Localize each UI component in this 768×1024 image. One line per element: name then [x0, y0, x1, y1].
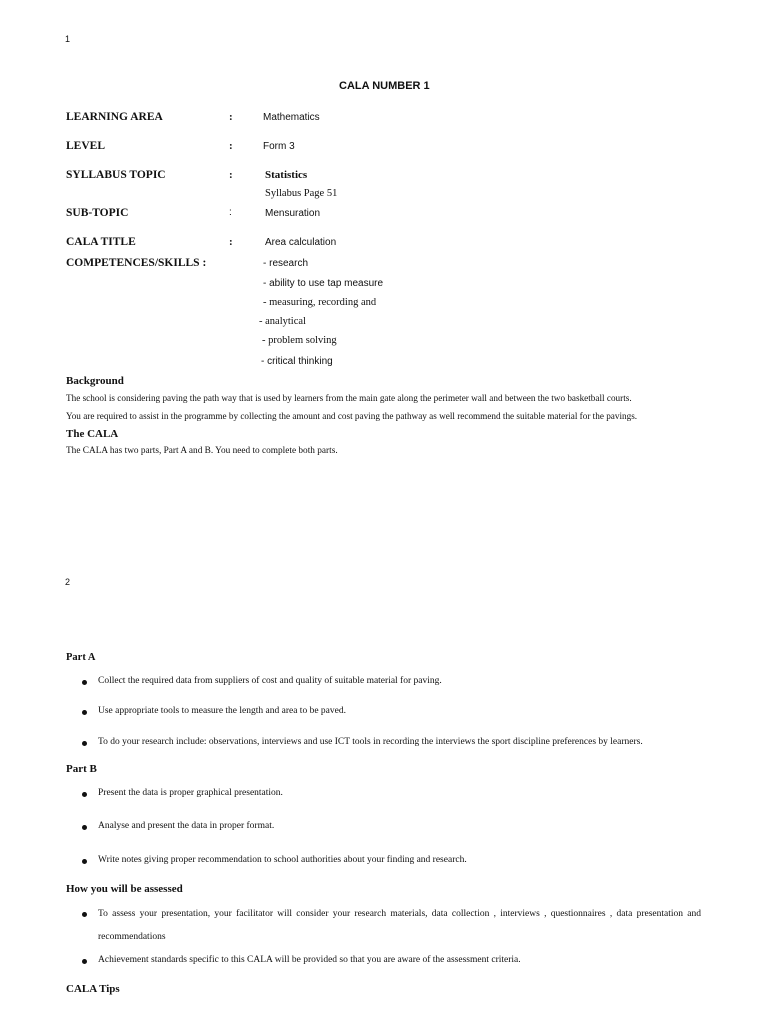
cala-heading: The CALA	[66, 428, 119, 440]
field-label-learning-area: LEARNING AREA	[66, 111, 163, 123]
field-value-level: Form 3	[263, 141, 295, 152]
bullet-icon	[82, 959, 87, 964]
skill-item: - ability to use tap measure	[263, 278, 384, 289]
field-value-sub-topic: Mensuration	[265, 208, 321, 219]
skill-item: - research	[263, 258, 309, 269]
field-label-syllabus-topic: SYLLABUS TOPIC	[66, 169, 166, 181]
skill-item: - critical thinking	[261, 356, 333, 367]
bullet-icon	[82, 741, 87, 746]
bullet-icon	[82, 859, 87, 864]
background-heading: Background	[66, 375, 124, 387]
skill-item: - problem solving	[262, 335, 337, 346]
bullet-icon	[82, 792, 87, 797]
part-b-heading: Part B	[66, 763, 97, 775]
skill-item: - analytical	[259, 316, 306, 327]
bullet-icon	[82, 912, 87, 917]
field-colon: :	[229, 207, 232, 218]
field-colon: :	[229, 140, 233, 152]
skill-item: - measuring, recording and	[263, 297, 377, 308]
field-colon: :	[229, 169, 233, 181]
page-number-1: 1	[65, 34, 71, 44]
cala-text: The CALA has two parts, Part A and B. You need to complete both parts.	[66, 446, 338, 456]
field-colon: :	[229, 111, 233, 123]
field-value-cala-title: Area calculation	[265, 237, 337, 248]
part-a-heading: Part A	[66, 652, 96, 663]
competences-label: COMPETENCES/SKILLS :	[66, 257, 207, 269]
bullet-icon	[82, 710, 87, 715]
bullet-icon	[82, 825, 87, 830]
page-number-2: 2	[65, 577, 71, 587]
assessed-heading: How you will be assessed	[66, 883, 183, 895]
tips-heading: CALA Tips	[66, 983, 120, 995]
field-value-learning-area: Mathematics	[263, 112, 320, 123]
field-colon: :	[229, 236, 233, 248]
field-label-sub-topic: SUB-TOPIC	[66, 207, 129, 219]
document-title: CALA NUMBER 1	[339, 80, 430, 92]
field-value-syllabus-topic: Statistics	[265, 169, 308, 181]
background-line: You are required to assist in the programme by collecting the amount and cost paving the pathway as well recommend the suitable material for the pavings.	[66, 411, 638, 421]
field-value-syllabus-page: Syllabus Page 51	[265, 188, 338, 199]
field-label-cala-title: CALA TITLE	[66, 236, 136, 248]
bullet-icon	[82, 680, 87, 685]
field-label-level: LEVEL	[66, 140, 105, 152]
background-line: The school is considering paving the path way that is used by learners from the main gate along the perimeter wall and between the two basketball courts.	[66, 393, 632, 403]
